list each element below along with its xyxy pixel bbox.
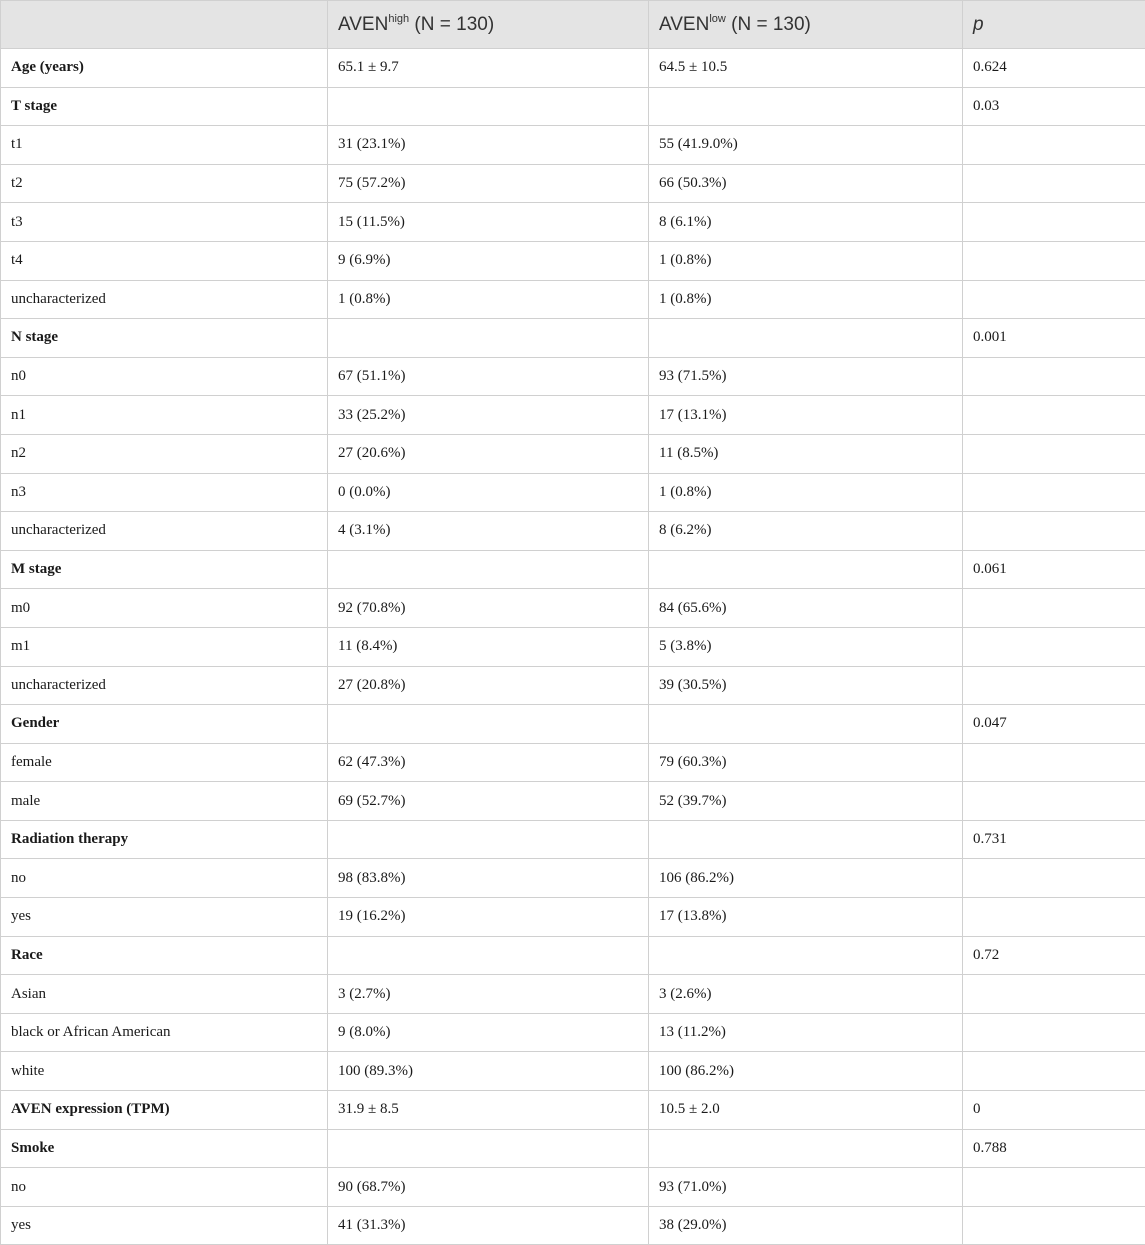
aven-high-cell: 11 (8.4%) (328, 627, 649, 666)
table-row (1, 705, 1145, 744)
aven-low-cell (649, 820, 963, 859)
row-label-cell: m1 (1, 627, 328, 666)
aven-high-cell (328, 87, 649, 126)
table-row (1, 319, 1145, 358)
aven-high-cell: 4 (3.1%) (328, 512, 649, 551)
table-row (1, 434, 1145, 473)
aven-low-cell: 8 (6.1%) (649, 203, 963, 242)
row-label-cell: Gender (1, 705, 328, 744)
row-label-cell: Radiation therapy (1, 820, 328, 859)
row-label-cell: white (1, 1052, 328, 1091)
aven-low-cell: 13 (11.2%) (649, 1013, 963, 1052)
aven-low-cell (649, 87, 963, 126)
p-value-cell: 0.72 (963, 936, 1145, 975)
table-row (1, 473, 1145, 512)
p-value-cell (963, 1052, 1145, 1091)
aven-low-cell (649, 1129, 963, 1168)
row-label-cell: uncharacterized (1, 512, 328, 551)
row-label-cell: uncharacterized (1, 280, 328, 319)
aven-high-cell: 27 (20.8%) (328, 666, 649, 705)
aven-high-cell: 33 (25.2%) (328, 396, 649, 435)
table-row (1, 898, 1145, 937)
header-cell-p-value: p (963, 1, 1145, 49)
row-label-cell: Asian (1, 975, 328, 1014)
header-cell-variable (1, 1, 328, 49)
header-aven-low-suffix: (N = 130) (726, 14, 811, 35)
aven-low-cell: 52 (39.7%) (649, 782, 963, 821)
aven-low-cell (649, 550, 963, 589)
header-cell-aven-high (328, 1, 649, 49)
row-label-cell: yes (1, 1206, 328, 1245)
table-row (1, 241, 1145, 280)
row-label-cell: no (1, 859, 328, 898)
aven-high-cell: 100 (89.3%) (328, 1052, 649, 1091)
p-value-cell (963, 1168, 1145, 1207)
aven-low-cell (649, 705, 963, 744)
row-label-cell: no (1, 1168, 328, 1207)
p-value-cell: 0.001 (963, 319, 1145, 358)
aven-low-cell: 10.5 ± 2.0 (649, 1091, 963, 1130)
row-label-cell: n2 (1, 434, 328, 473)
aven-low-cell: 5 (3.8%) (649, 627, 963, 666)
aven-high-cell (328, 550, 649, 589)
table-row (1, 1052, 1145, 1091)
table-row (1, 589, 1145, 628)
aven-high-cell: 0 (0.0%) (328, 473, 649, 512)
aven-low-cell: 3 (2.6%) (649, 975, 963, 1014)
aven-high-cell: 67 (51.1%) (328, 357, 649, 396)
aven-high-cell: 65.1 ± 9.7 (328, 49, 649, 88)
aven-high-cell: 1 (0.8%) (328, 280, 649, 319)
table-row (1, 820, 1145, 859)
header-cell-aven-low (649, 1, 963, 49)
table-row (1, 743, 1145, 782)
p-value-cell (963, 627, 1145, 666)
aven-low-cell (649, 319, 963, 358)
row-label-cell: uncharacterized (1, 666, 328, 705)
p-value-cell (963, 434, 1145, 473)
row-label-cell: t4 (1, 241, 328, 280)
p-value-cell (963, 1013, 1145, 1052)
row-label-cell: t3 (1, 203, 328, 242)
aven-low-cell: 17 (13.1%) (649, 396, 963, 435)
header-aven-high-prefix: AVEN (338, 14, 388, 35)
table-row (1, 627, 1145, 666)
table-row (1, 396, 1145, 435)
aven-low-cell: 55 (41.9.0%) (649, 126, 963, 165)
table-row (1, 1013, 1145, 1052)
p-value-cell: 0.788 (963, 1129, 1145, 1168)
aven-high-cell: 9 (6.9%) (328, 241, 649, 280)
aven-high-cell (328, 319, 649, 358)
header-aven-high-suffix: (N = 130) (409, 14, 494, 35)
table-row (1, 1206, 1145, 1245)
aven-high-cell: 62 (47.3%) (328, 743, 649, 782)
p-value-cell (963, 1206, 1145, 1245)
table-row (1, 126, 1145, 165)
row-label-cell: n0 (1, 357, 328, 396)
aven-low-cell: 39 (30.5%) (649, 666, 963, 705)
table-row (1, 1091, 1145, 1130)
table-row (1, 975, 1145, 1014)
aven-high-cell: 98 (83.8%) (328, 859, 649, 898)
table-row (1, 49, 1145, 88)
p-value-cell: 0 (963, 1091, 1145, 1130)
p-value-cell (963, 743, 1145, 782)
aven-high-cell: 75 (57.2%) (328, 164, 649, 203)
aven-low-cell: 64.5 ± 10.5 (649, 49, 963, 88)
table-row (1, 666, 1145, 705)
p-value-cell (963, 782, 1145, 821)
aven-high-cell: 31.9 ± 8.5 (328, 1091, 649, 1130)
p-value-cell: 0.03 (963, 87, 1145, 126)
p-value-cell (963, 589, 1145, 628)
table-row (1, 550, 1145, 589)
header-row (1, 1, 1145, 49)
table-row (1, 357, 1145, 396)
p-value-cell (963, 473, 1145, 512)
aven-low-cell: 38 (29.0%) (649, 1206, 963, 1245)
p-value-cell (963, 280, 1145, 319)
aven-low-cell: 17 (13.8%) (649, 898, 963, 937)
table-row (1, 936, 1145, 975)
table-row (1, 164, 1145, 203)
aven-low-cell: 11 (8.5%) (649, 434, 963, 473)
table-row (1, 1129, 1145, 1168)
row-label-cell: m0 (1, 589, 328, 628)
p-value-cell: 0.624 (963, 49, 1145, 88)
row-label-cell: T stage (1, 87, 328, 126)
table-row (1, 203, 1145, 242)
row-label-cell: male (1, 782, 328, 821)
aven-low-cell (649, 936, 963, 975)
table-row (1, 859, 1145, 898)
row-label-cell: t1 (1, 126, 328, 165)
header-aven-low-prefix: AVEN (659, 14, 709, 35)
row-label-cell: Smoke (1, 1129, 328, 1168)
p-value-cell (963, 357, 1145, 396)
table-row (1, 1168, 1145, 1207)
aven-high-cell: 27 (20.6%) (328, 434, 649, 473)
row-label-cell: Age (years) (1, 49, 328, 88)
aven-high-cell (328, 936, 649, 975)
aven-low-cell: 93 (71.0%) (649, 1168, 963, 1207)
table-row (1, 280, 1145, 319)
aven-low-cell: 8 (6.2%) (649, 512, 963, 551)
p-value-cell (963, 512, 1145, 551)
header-aven-low-sup: low (709, 13, 726, 25)
table-row (1, 87, 1145, 126)
row-label-cell: t2 (1, 164, 328, 203)
p-value-cell (963, 666, 1145, 705)
aven-high-cell: 3 (2.7%) (328, 975, 649, 1014)
aven-low-cell: 1 (0.8%) (649, 473, 963, 512)
aven-low-cell: 1 (0.8%) (649, 241, 963, 280)
aven-high-cell: 15 (11.5%) (328, 203, 649, 242)
aven-high-cell: 92 (70.8%) (328, 589, 649, 628)
p-value-cell: 0.731 (963, 820, 1145, 859)
aven-low-cell: 106 (86.2%) (649, 859, 963, 898)
p-value-cell (963, 241, 1145, 280)
p-value-cell (963, 396, 1145, 435)
aven-low-cell: 84 (65.6%) (649, 589, 963, 628)
row-label-cell: n3 (1, 473, 328, 512)
table-body (1, 49, 1145, 1245)
p-value-cell: 0.047 (963, 705, 1145, 744)
row-label-cell: M stage (1, 550, 328, 589)
table-header (1, 1, 1145, 49)
aven-low-cell: 93 (71.5%) (649, 357, 963, 396)
row-label-cell: Race (1, 936, 328, 975)
p-value-cell: 0.061 (963, 550, 1145, 589)
p-value-cell (963, 975, 1145, 1014)
aven-low-cell: 100 (86.2%) (649, 1052, 963, 1091)
aven-high-cell (328, 705, 649, 744)
p-value-cell (963, 126, 1145, 165)
p-value-cell (963, 859, 1145, 898)
p-value-cell (963, 203, 1145, 242)
row-label-cell: N stage (1, 319, 328, 358)
aven-high-cell (328, 820, 649, 859)
aven-high-cell: 19 (16.2%) (328, 898, 649, 937)
row-label-cell: yes (1, 898, 328, 937)
aven-high-cell: 90 (68.7%) (328, 1168, 649, 1207)
table-row (1, 782, 1145, 821)
aven-high-cell (328, 1129, 649, 1168)
aven-low-cell: 1 (0.8%) (649, 280, 963, 319)
aven-high-cell: 31 (23.1%) (328, 126, 649, 165)
table-row (1, 512, 1145, 551)
p-value-cell (963, 164, 1145, 203)
row-label-cell: AVEN expression (TPM) (1, 1091, 328, 1130)
aven-high-cell: 69 (52.7%) (328, 782, 649, 821)
aven-low-cell: 66 (50.3%) (649, 164, 963, 203)
row-label-cell: n1 (1, 396, 328, 435)
aven-high-cell: 9 (8.0%) (328, 1013, 649, 1052)
header-aven-high-sup: high (388, 13, 409, 25)
row-label-cell: female (1, 743, 328, 782)
aven-high-cell: 41 (31.3%) (328, 1206, 649, 1245)
row-label-cell: black or African American (1, 1013, 328, 1052)
p-value-cell (963, 898, 1145, 937)
aven-low-cell: 79 (60.3%) (649, 743, 963, 782)
